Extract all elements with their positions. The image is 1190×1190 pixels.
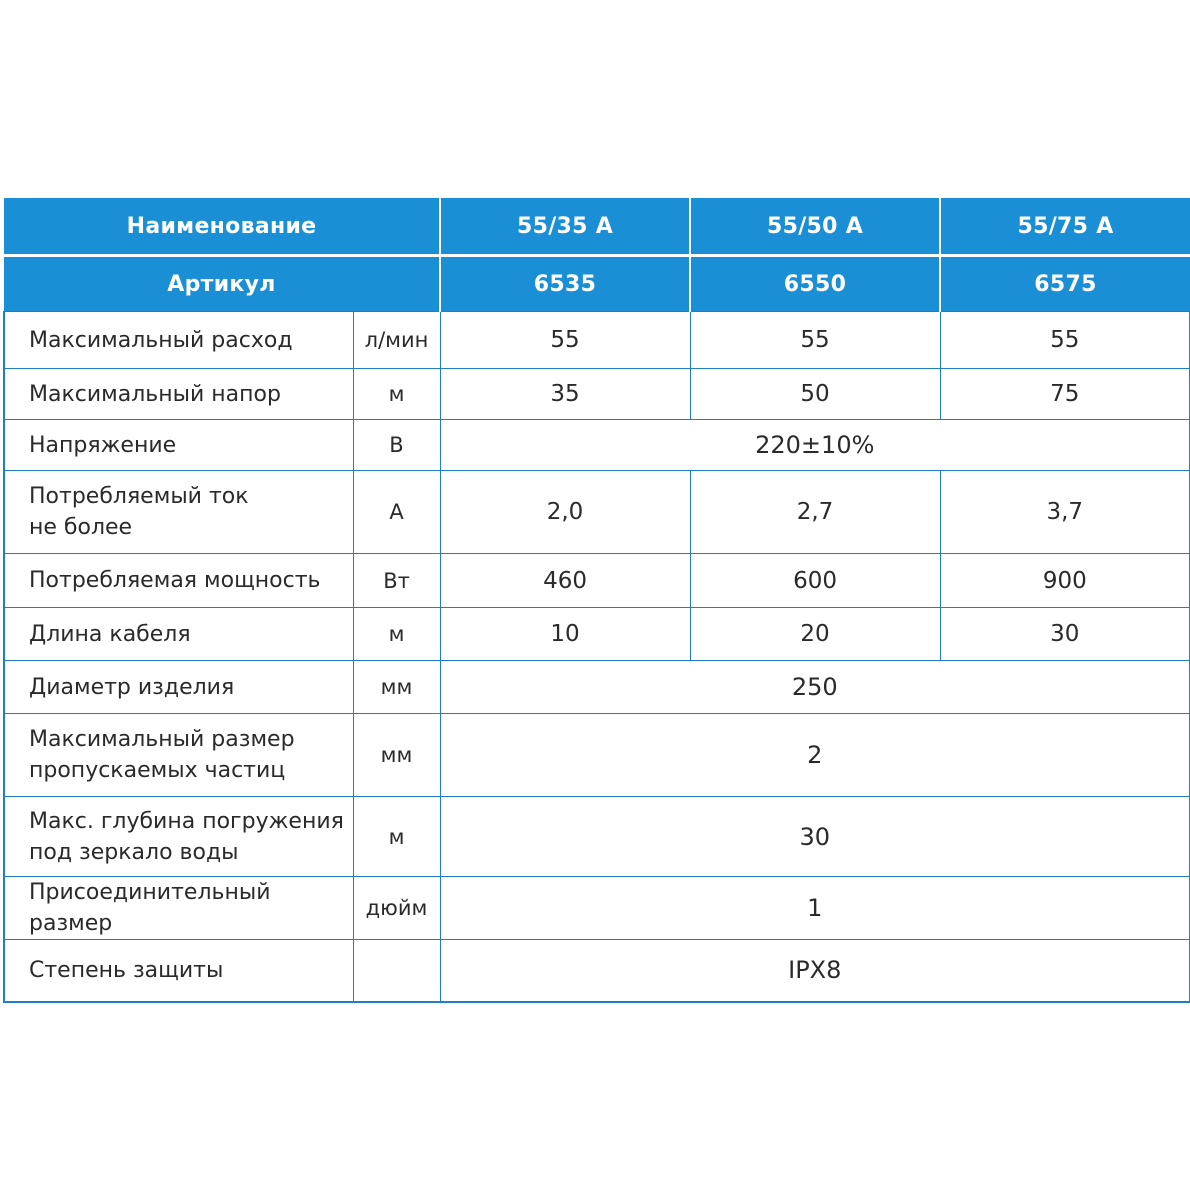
header-model-2: 55/50 А xyxy=(690,198,940,256)
table-row xyxy=(4,312,1190,369)
header-row-name xyxy=(4,198,1190,256)
table-row xyxy=(4,714,1190,797)
row-value: 55 xyxy=(690,312,940,369)
header-article-3: 6575 xyxy=(940,256,1190,312)
header-article-label: Артикул xyxy=(4,256,440,312)
row-value-merged: IPX8 xyxy=(440,940,1190,1002)
row-label: Максимальный размер пропускаемых частиц xyxy=(4,714,353,797)
row-label: Степень защиты xyxy=(4,940,353,1002)
row-value: 55 xyxy=(440,312,690,369)
row-value: 2,7 xyxy=(690,471,940,554)
row-unit: Вт xyxy=(353,554,440,608)
header-article-2: 6550 xyxy=(690,256,940,312)
row-label: Потребляемая мощность xyxy=(4,554,353,608)
row-unit: А xyxy=(353,471,440,554)
header-model-1: 55/35 А xyxy=(440,198,690,256)
row-value-merged: 30 xyxy=(440,797,1190,877)
row-label: Длина кабеля xyxy=(4,608,353,661)
table-row xyxy=(4,554,1190,608)
row-value-merged: 220±10% xyxy=(440,420,1190,471)
row-label: Макс. глубина погружения под зеркало воды xyxy=(4,797,353,877)
table-row xyxy=(4,608,1190,661)
row-value: 50 xyxy=(690,369,940,420)
row-label: Максимальный напор xyxy=(4,369,353,420)
row-value: 30 xyxy=(940,608,1190,661)
row-label: Максимальный расход xyxy=(4,312,353,369)
table-row xyxy=(4,420,1190,471)
row-value-merged: 2 xyxy=(440,714,1190,797)
row-label: Диаметр изделия xyxy=(4,661,353,714)
table-row xyxy=(4,797,1190,877)
row-value: 10 xyxy=(440,608,690,661)
row-value-merged: 250 xyxy=(440,661,1190,714)
row-value: 600 xyxy=(690,554,940,608)
row-unit: мм xyxy=(353,661,440,714)
row-value: 75 xyxy=(940,369,1190,420)
row-unit: м xyxy=(353,608,440,661)
header-name-label: Наименование xyxy=(4,198,440,256)
row-unit xyxy=(353,940,440,1002)
header-row-article xyxy=(4,256,1190,312)
table-row xyxy=(4,471,1190,554)
row-value: 460 xyxy=(440,554,690,608)
table-row xyxy=(4,940,1190,1002)
row-unit: В xyxy=(353,420,440,471)
table-row xyxy=(4,369,1190,420)
row-value: 2,0 xyxy=(440,471,690,554)
table-row xyxy=(4,661,1190,714)
row-value: 35 xyxy=(440,369,690,420)
specifications-table xyxy=(3,198,1190,1003)
row-value-merged: 1 xyxy=(440,877,1190,940)
table-row xyxy=(4,877,1190,940)
header-model-3: 55/75 А xyxy=(940,198,1190,256)
row-label: Присоединительный размер xyxy=(4,877,353,940)
row-label: Потребляемый ток не более xyxy=(4,471,353,554)
row-unit: м xyxy=(353,369,440,420)
row-label: Напряжение xyxy=(4,420,353,471)
row-unit: л/мин xyxy=(353,312,440,369)
row-unit: м xyxy=(353,797,440,877)
row-unit: мм xyxy=(353,714,440,797)
row-value: 900 xyxy=(940,554,1190,608)
row-unit: дюйм xyxy=(353,877,440,940)
row-value: 55 xyxy=(940,312,1190,369)
header-article-1: 6535 xyxy=(440,256,690,312)
row-value: 3,7 xyxy=(940,471,1190,554)
row-value: 20 xyxy=(690,608,940,661)
